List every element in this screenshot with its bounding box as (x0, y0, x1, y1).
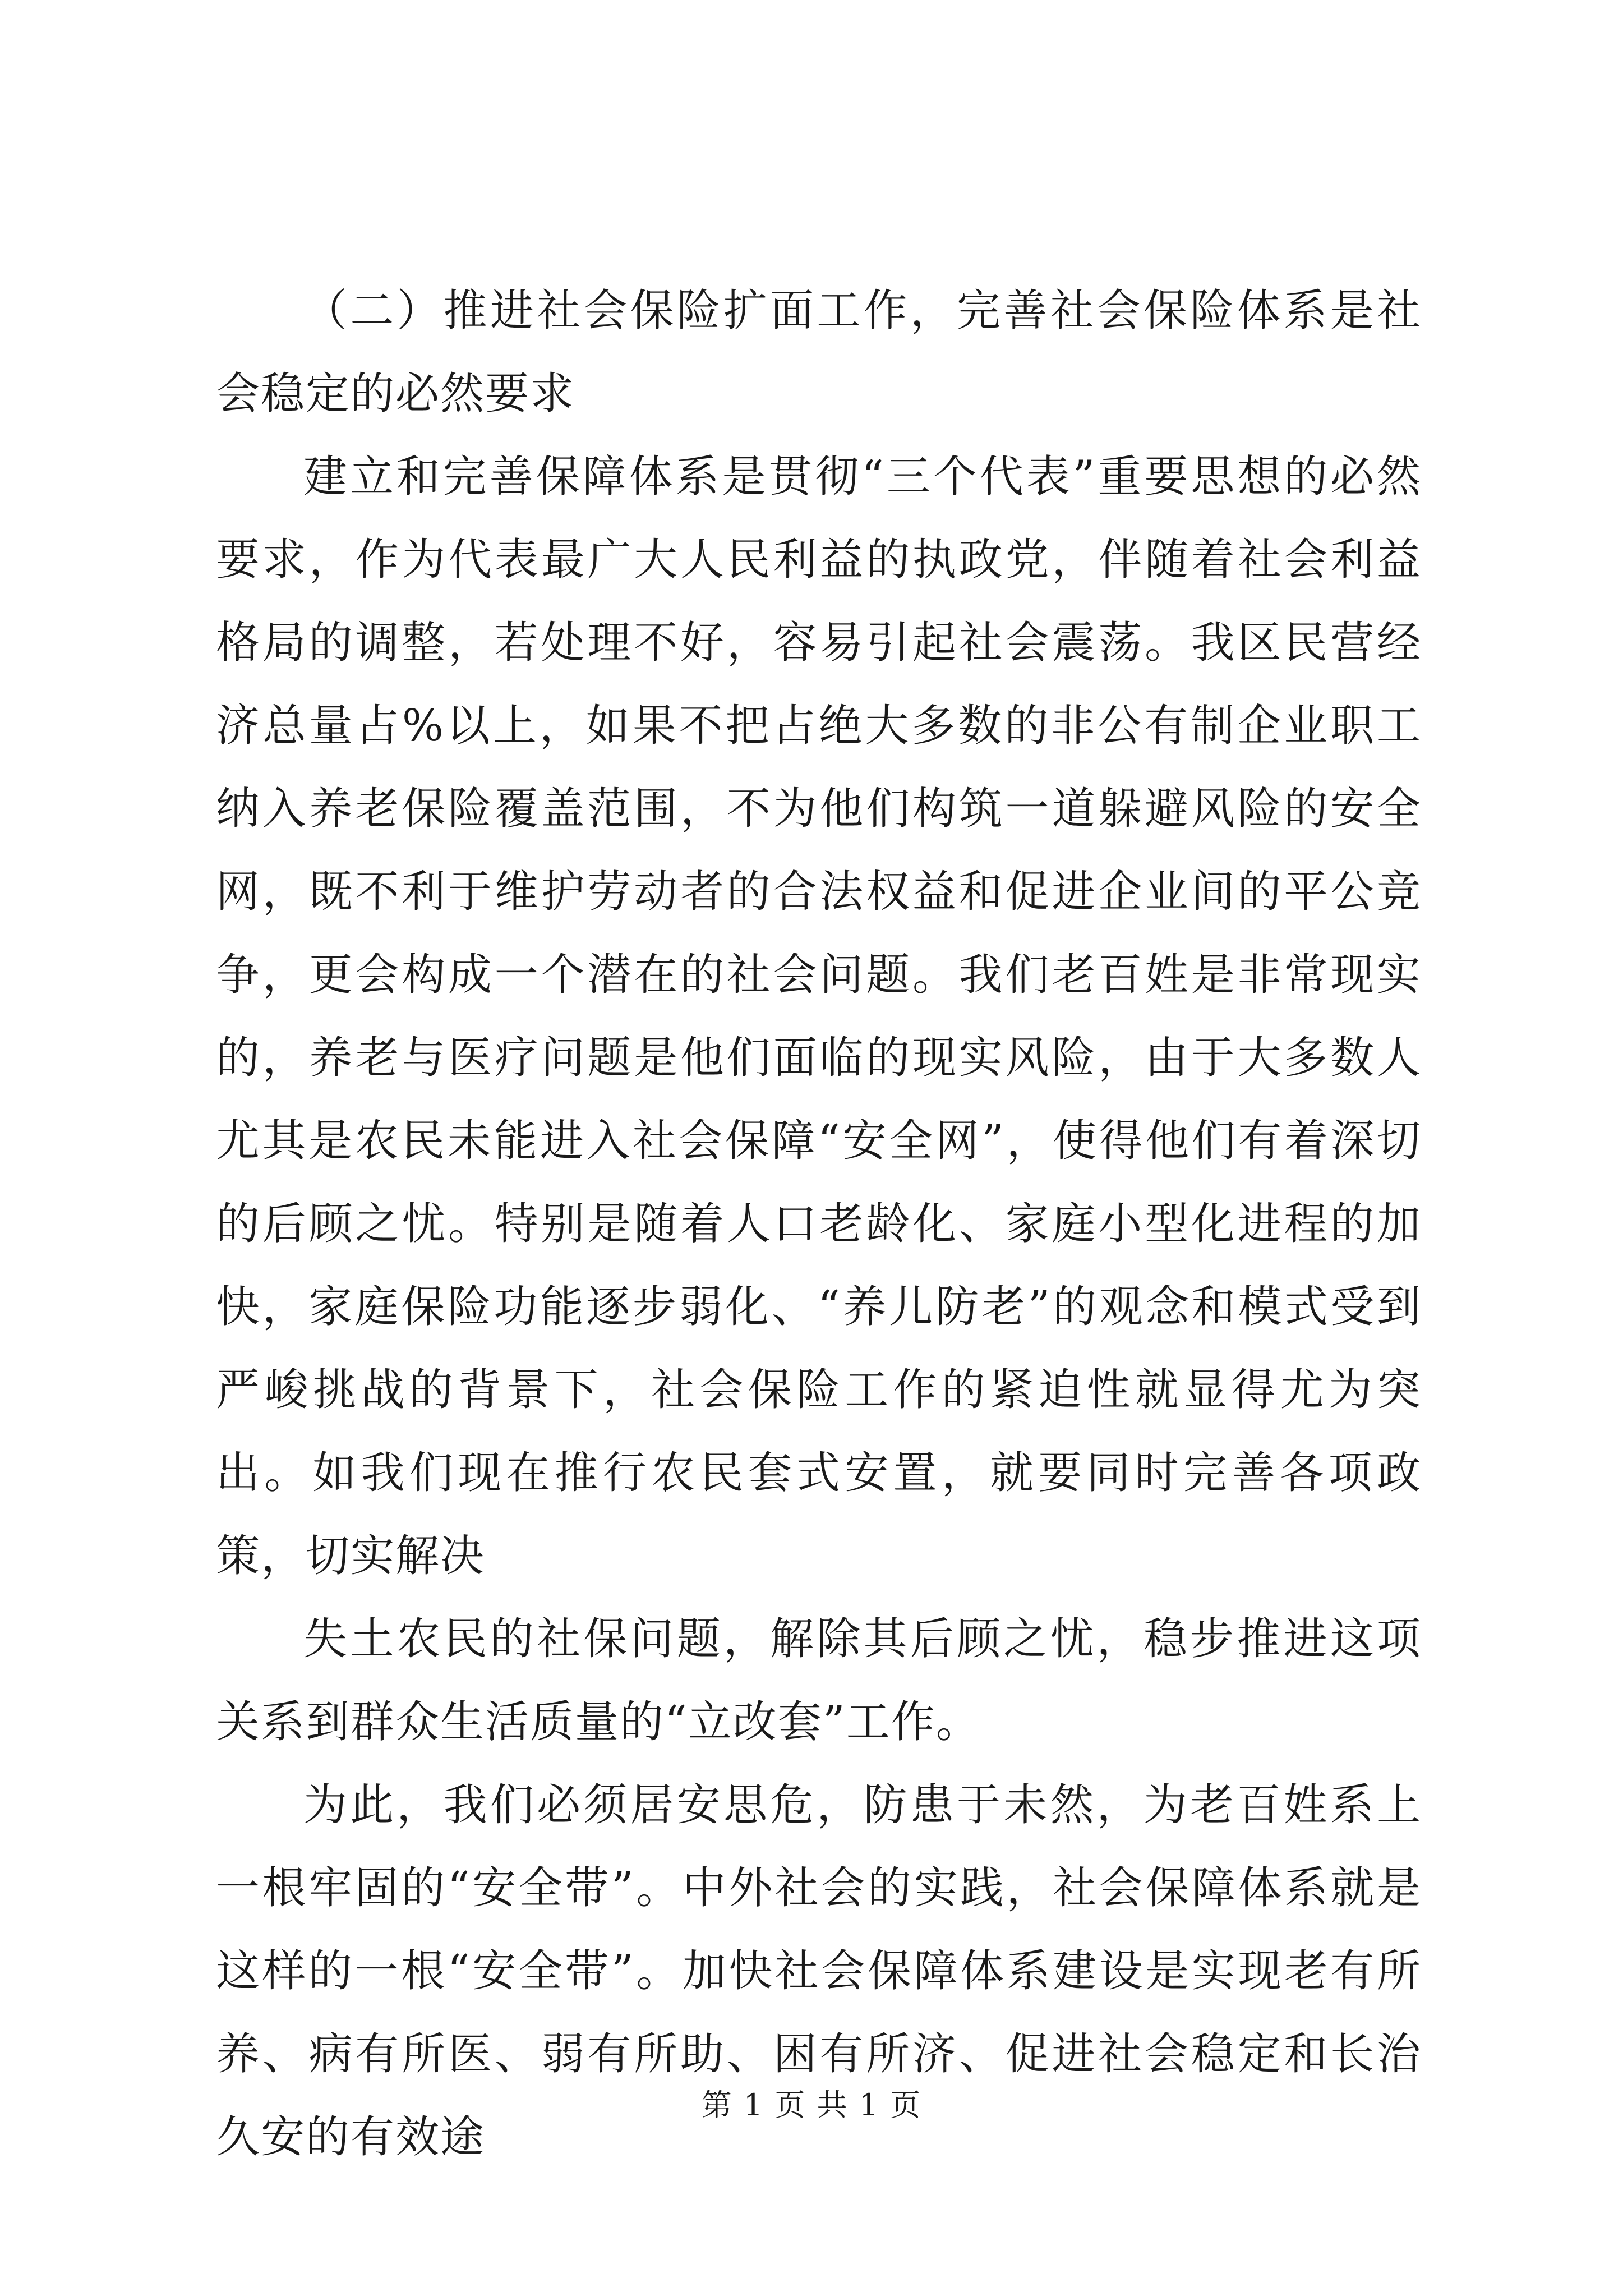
document-body (216, 269, 1422, 2179)
paragraph-3: 为此，我们必须居安思危，防患于未然，为老百姓系上一根牢固的“安全带”。中外社会的实践，社会保障体系就是这样的一根“安全带”。加快社会保障体系建设是实现老有所养、病有所医、弱有所助、困有所济、促进社会稳定和长治久安的有效途 (216, 1780, 1422, 2162)
page-footer: 第 1 页 共 1 页 (701, 2087, 922, 2123)
paragraph-2: 失土农民的社保问题，解除其后顾之忧，稳步推进这项关系到群众生活质量的“立改套”工作。 (216, 1614, 1422, 1747)
paragraph-1: 建立和完善保障体系是贯彻“三个代表”重要思想的必然要求，作为代表最广大人民利益的执政党，伴随着社会利益格局的调整，若处理不好，容易引起社会震荡。我区民营经济总量占%以上，如果不把占绝大多数的非公有制企业职工纳入养老保险覆盖范围，不为他们构筑一道躲避风险的安全网，既不利于维护劳动者的合法权益和促进企业间的平公竞争，更会构成一个潜在的社会问题。我们老百姓是非常现实的，养老与医疗问题是他们面临的现实风险，由于大多数人尤其是农民未能进入社会保障“安全网”，使得他们有着深切的后顾之忧。特别是随着人口老龄化、家庭小型化进程的加快，家庭保险功能逐步弱化、“养儿防老”的观念和模式受到严峻挑战的背景下，社会保险工作的紧迫性就显得尤为突出。如我们现在推行农民套式安置，就要同时完善各项政策，切实解决 (216, 452, 1422, 1581)
section-heading: （二）推进社会保险扩面工作，完善社会保险体系是社会稳定的必然要求 (216, 286, 1422, 419)
